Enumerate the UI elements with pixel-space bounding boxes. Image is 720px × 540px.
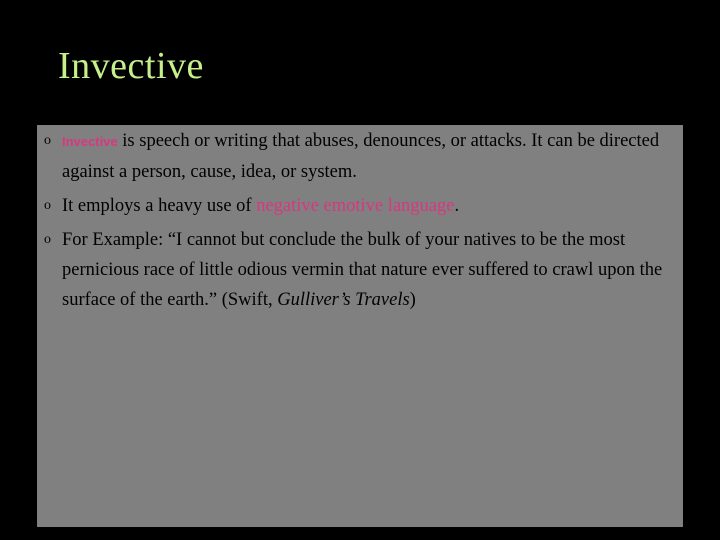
definition-text: is speech or writing that abuses, denounces, or attacks. It can be directed against a person, cause, idea, or system. <box>62 131 660 182</box>
usage-suffix: . <box>454 196 460 216</box>
bullet-marker: o <box>44 133 51 148</box>
bullet-list <box>44 126 674 319</box>
example-quote: For Example: “I cannot but conclude the bulk of your natives to be the most pernicious race of little odious vermin that nature ever suffered to crawl upon the surface of the earth.” (Swift, <box>62 230 663 310</box>
bullet-item-example <box>44 225 674 315</box>
usage-prefix: It employs a heavy use of <box>62 196 257 216</box>
bullet-item-definition <box>44 126 674 187</box>
term-invective: Invective <box>62 134 118 149</box>
example-suffix: ) <box>409 290 416 310</box>
book-title: Gulliver’s Travels <box>277 290 410 310</box>
bullet-item-usage <box>44 191 674 221</box>
emotive-language-highlight: negative emotive language <box>256 196 455 216</box>
bullet-marker: o <box>44 232 51 247</box>
bullet-marker: o <box>44 198 51 213</box>
slide-title: Invective <box>58 45 204 87</box>
